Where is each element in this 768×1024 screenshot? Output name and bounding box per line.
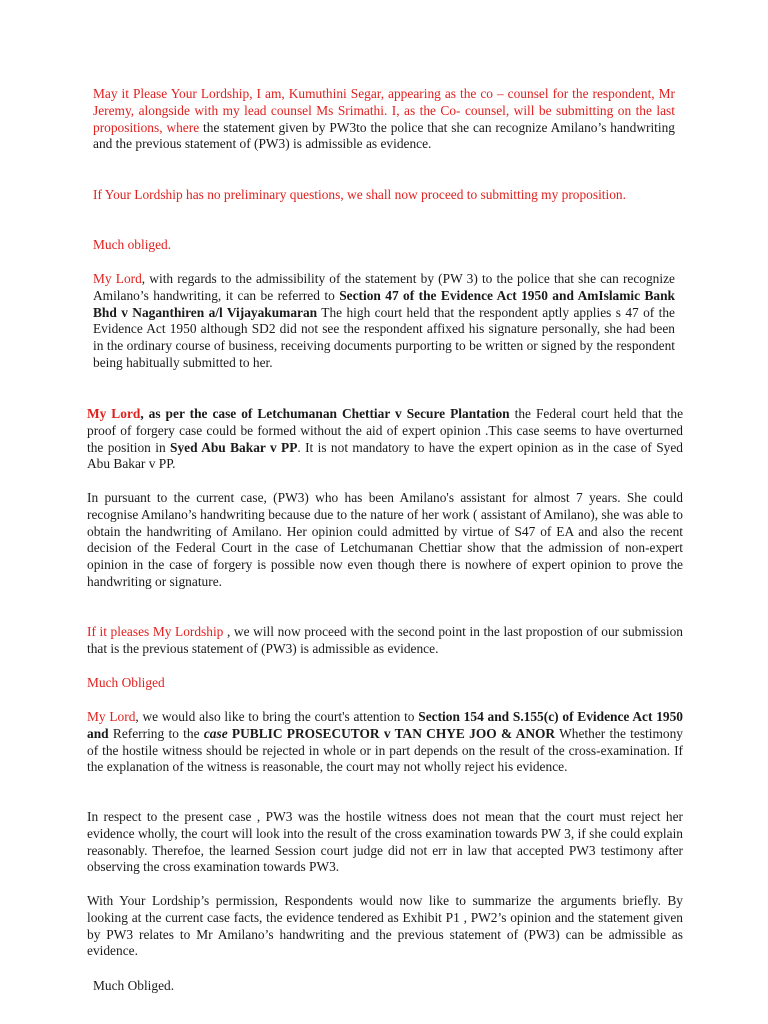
paragraph-much-obliged-1: Much obliged. [93,237,172,252]
section-154-text-c: Whether the testimony of the hostile witness should be rejected in whole or in part depends on the result of the cross-examination. If the explanation of the witness is reasonable, the court may not wholly reject his evidence. [87,725,683,775]
paragraph-much-obliged-3: Much Obliged. [93,978,175,993]
paragraph-summary: With Your Lordship’s permission, Respondents would now like to summarize the arguments briefly. By looking at the current case facts, the evidence tendered as Exhibit P1 , PW2’s opinion and the statement given by PW3 relates to Mr Amilano’s handwriting and the previous statement of (PW3) can be admissible as evidence. [87,893,683,959]
tan-chye-joo-citation: PUBLIC PROSECUTOR v TAN CHYE JOO & ANOR [227,725,556,741]
syed-abu-bakar-citation: Syed Abu Bakar v PP [170,439,298,455]
second-point-red-text: If it pleases My Lordship [87,624,227,639]
paragraph-letchumanan [87,406,683,473]
intro-red-text: May it Please Your Lordship, I am, Kumuthini Segar, appearing as the co – counsel for the respondent, Mr Jeremy, alongside with my lead counsel Ms Srimathi. I, as the Co- counsel, will be submitting on the last propositions, where [93,86,675,135]
paragraph-section-47 [93,271,675,372]
second-point-black-text: , we will now proceed with the second point in the last propostion of our submission that is the previous statement of (PW3) is admissible as evidence. [87,624,684,656]
paragraph-second-point [87,624,683,658]
my-lord-lead: My Lord [93,271,142,286]
section-154-text-b: Referring to the [108,725,204,741]
my-lord-lead: My Lord [87,709,136,724]
letchumanan-text-a: the Federal court held that the proof of forgery case could be formed without the aid of expert opinion .This case seems to have overturned the position in [87,406,684,455]
section-154-text-a: , we would also like to bring the court's attention to [135,709,419,724]
section-47-text-b: The high court held that the respondent aptly applies s 47 of the Evidence Act 1950 although SD2 did not see the respondent affixed his signature personally, she had been in the ordinary course of business, receiving documents purporting to be written or signed by the respondent being habitually submitted to her. [93,304,676,370]
paragraph-introduction [93,86,675,153]
section-47-text-a: , with regards to the admissibility of the statement by (PW 3) to the police that she can recognize Amilano’s handwriting, it can be referred to [93,271,675,303]
case-italic-word: case [203,725,228,741]
section-47-citation: Section 47 of the Evidence Act 1950 and AmIslamic Bank Bhd v Naganthiren a/l Vijayakumaran [93,287,675,320]
section-154-citation: Section 154 and S.155(c) of Evidence Act 1950 and [87,709,683,741]
intro-black-text: the statement given by PW3to the police that she can recognize Amilano’s handwriting and the previous statement of (PW3) is admissible as evidence. [93,119,675,152]
paragraph-much-obliged-2: Much Obliged [87,675,165,690]
letchumanan-citation: , as per the case of Letchumanan Chettiar v Secure Plantation [140,406,510,421]
letchumanan-text-b: . It is not mandatory to have the expert opinion as in the case of Syed Abu Bakar v PP. [87,439,683,472]
paragraph-present-case: In respect to the present case , PW3 was the hostile witness does not mean that the court must reject her evidence wholly, the court will look into the result of the cross examination towards PW 3, if she could explain reasonably. Therefoe, the learned Session court judge did not err in law that accepted PW3 testimony after observing the cross examination towards PW3. [87,809,683,875]
paragraph-preliminary-questions: If Your Lordship has no preliminary questions, we shall now proceed to submitting my proposition. [93,187,626,202]
my-lord-lead: My Lord [87,406,141,421]
paragraph-current-case: In pursuant to the current case, (PW3) who has been Amilano's assistant for almost 7 years. She could recognise Amilano’s handwriting because due to the nature of her work ( assistant of Amilano), she was able to obtain the handwriting of Amilano. Her opinion could admitted by virtue of S47 of EA and also the recent decision of the Federal Court in the case of Letchumanan Chettiar show that the admission of non-expert opinion in the case of forgery is possible now even though there is nowhere of expert opinion to prove the handwriting or signature. [87,490,683,589]
paragraph-section-154 [87,709,683,776]
